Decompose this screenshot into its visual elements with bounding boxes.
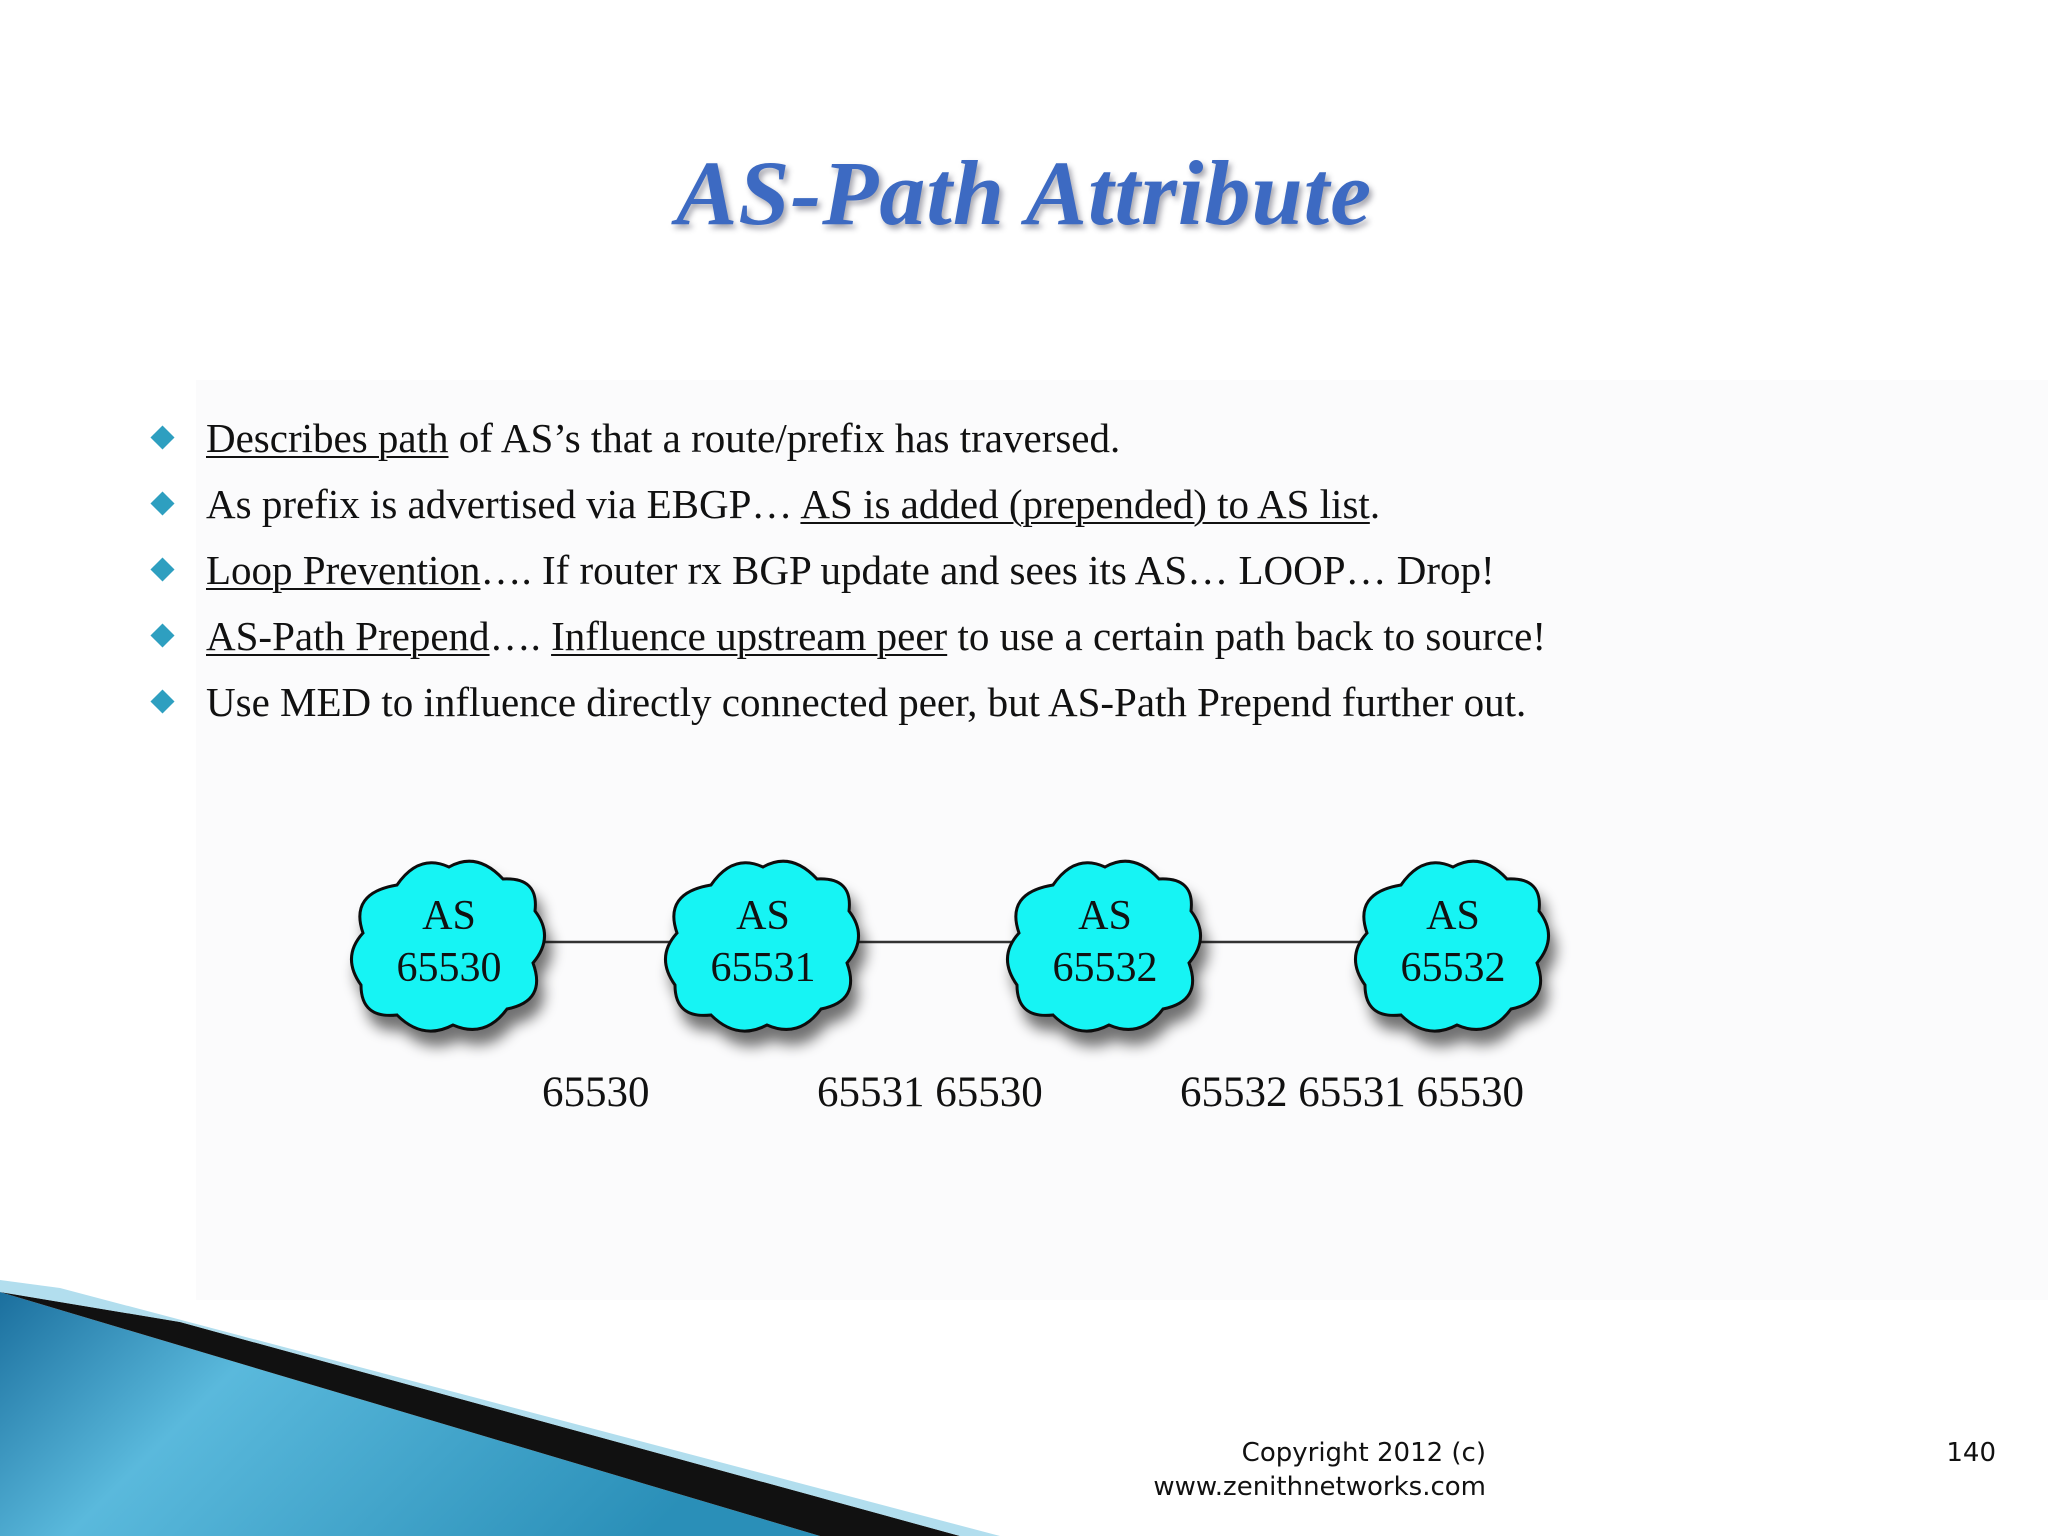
bullet-text: . [1369, 481, 1381, 527]
underlined-text: Describes path [206, 415, 449, 461]
bullet-text: As prefix is advertised via EBGP… [206, 481, 801, 527]
cloud-label-line1: AS [1078, 893, 1132, 939]
underlined-text: Influence upstream peer [551, 613, 948, 659]
bullet-text: …. If router rx BGP update and sees its AS… LOOP… Drop! [480, 547, 1495, 593]
cloud-label-line2: 65530 [396, 945, 502, 991]
cloud-label-line2: 65532 [1052, 945, 1158, 991]
underlined-text: AS is added (prepended) to AS list [800, 481, 1370, 527]
cloud-label [1005, 890, 1205, 994]
as-path-label: 65531 65530 [817, 1069, 1043, 1116]
cloud-label [663, 890, 863, 994]
bullet-text: …. [489, 613, 552, 659]
cloud-label-line1: AS [736, 893, 790, 939]
as-path-label: 65530 [542, 1069, 650, 1116]
slide-title: AS-Path Attribute [675, 142, 1373, 244]
cloud-label-line1: AS [422, 893, 476, 939]
bullet-text: to use a certain path back to source! [947, 613, 1547, 659]
cloud-label-line2: 65531 [710, 945, 816, 991]
underlined-text: Loop Prevention [206, 547, 481, 593]
website-line: www.zenithnetworks.com [1153, 1472, 1486, 1502]
as-path-label: 65532 65531 65530 [1180, 1069, 1524, 1116]
copyright-line: Copyright 2012 (c) [1241, 1438, 1486, 1468]
cloud-label [349, 890, 549, 994]
underlined-text: AS-Path Prepend [206, 613, 490, 659]
bullet-text: Use MED to influence directly connected peer, but AS-Path Prepend further out. [206, 679, 1527, 725]
cloud-label [1353, 890, 1553, 994]
page-number: 140 [1946, 1438, 1996, 1468]
cloud-label-line2: 65532 [1400, 945, 1506, 991]
cloud-label-line1: AS [1426, 893, 1480, 939]
copyright-footer [1153, 1436, 1486, 1504]
bullet-text: of AS’s that a route/prefix has traversed. [448, 415, 1121, 461]
